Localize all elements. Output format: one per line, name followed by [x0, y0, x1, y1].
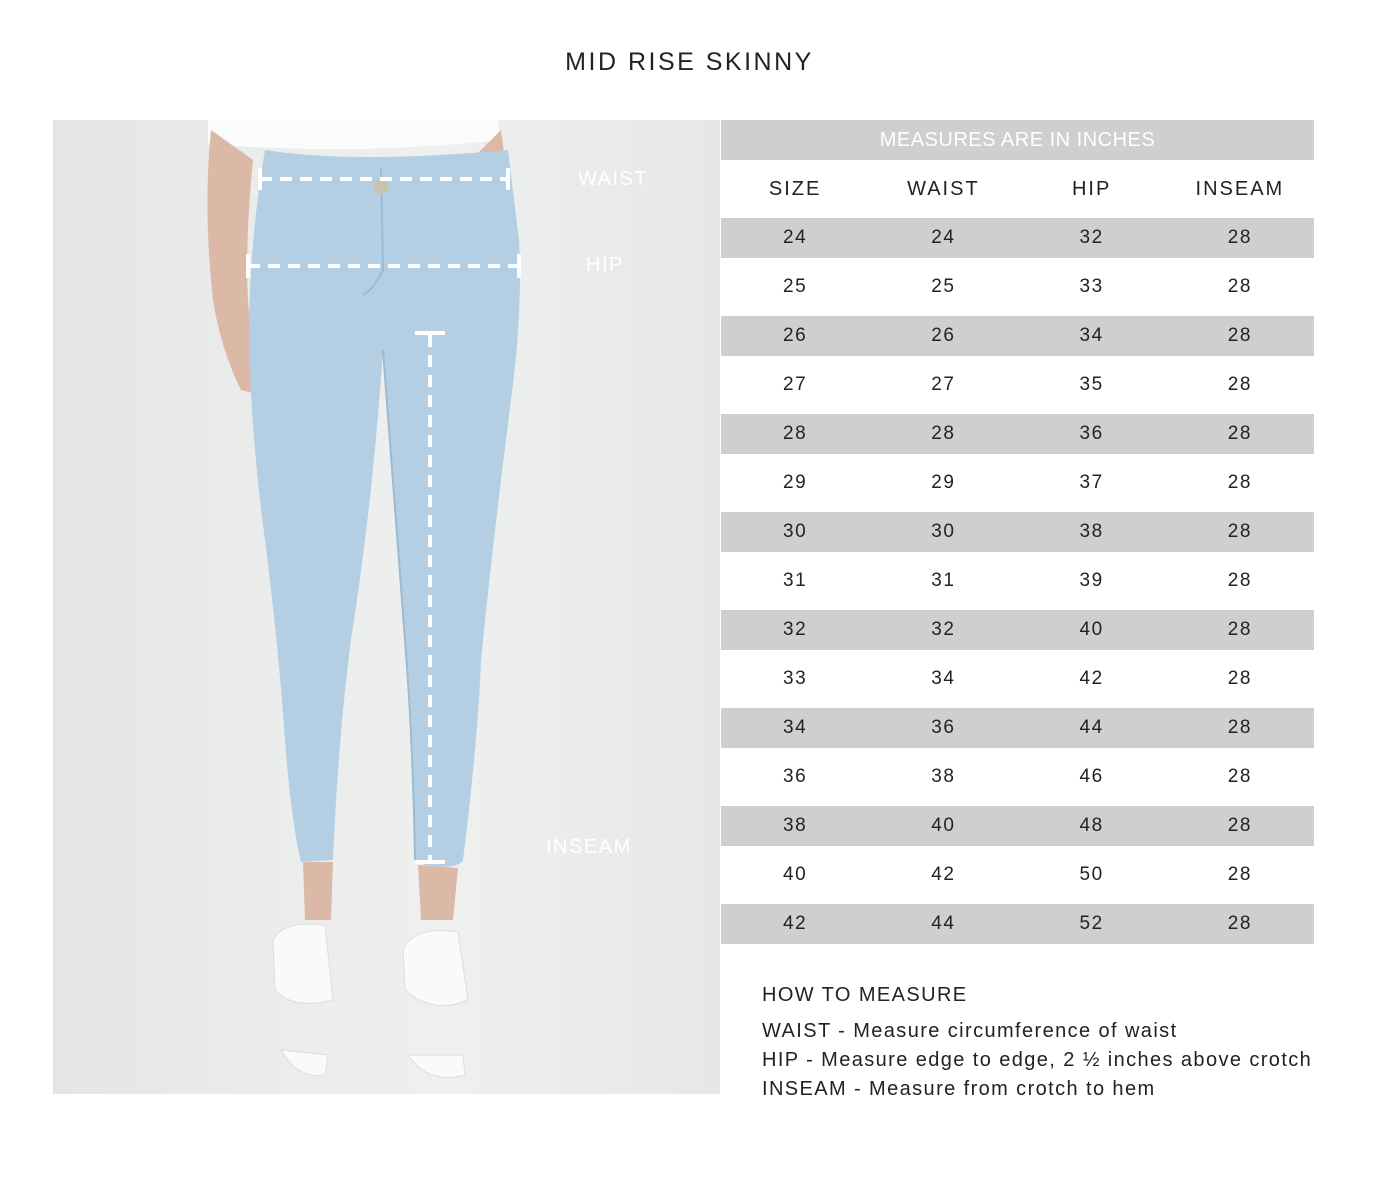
- table-cell: 27: [783, 374, 808, 395]
- table-cell: 24: [721, 218, 869, 258]
- how-to-measure-title: HOW TO MEASURE: [762, 984, 968, 1006]
- table-cell: 35: [1079, 374, 1104, 395]
- product-photo: [53, 120, 720, 1094]
- table-cell: 28: [1227, 766, 1252, 787]
- table-row: [721, 650, 1314, 708]
- table-row: [721, 806, 1314, 846]
- table-cell: 52: [1018, 904, 1166, 944]
- table-row: [721, 218, 1314, 258]
- table-cell: 28: [869, 414, 1017, 454]
- table-cell: 28: [1166, 218, 1314, 258]
- table-cell: 29: [783, 472, 808, 493]
- table-row: [721, 904, 1314, 944]
- table-row: [721, 414, 1314, 454]
- how-to-measure: [762, 984, 1312, 1104]
- table-cell: 30: [721, 512, 869, 552]
- table-cell: 28: [1227, 374, 1252, 395]
- column-header-hip: HIP: [1071, 177, 1112, 200]
- table-body: [721, 218, 1314, 944]
- table-cell: 28: [1166, 806, 1314, 846]
- how-to-measure-hip: HIP - Measure edge to edge, 2 ½ inches above crotch: [762, 1049, 1313, 1071]
- table-caption: MEASURES ARE IN INCHES: [721, 120, 1314, 160]
- table-cell: 36: [783, 766, 808, 787]
- table-cell: 48: [1018, 806, 1166, 846]
- table-row: [721, 258, 1314, 316]
- table-cell: 50: [1079, 864, 1104, 885]
- table-cell: 44: [1018, 708, 1166, 748]
- how-to-measure-waist: WAIST - Measure circumference of waist: [762, 1020, 1178, 1042]
- page-title: MID RISE SKINNY: [565, 48, 814, 76]
- table-cell: 33: [1079, 276, 1104, 297]
- table-cell: 38: [931, 766, 956, 787]
- table-cell: 39: [1079, 570, 1104, 591]
- table-cell: 28: [1227, 668, 1252, 689]
- table-cell: 28: [1227, 570, 1252, 591]
- table-cell: 28: [1166, 904, 1314, 944]
- table-cell: 25: [931, 276, 956, 297]
- table-cell: 31: [783, 570, 808, 591]
- table-cell: 37: [1079, 472, 1104, 493]
- table-cell: 40: [783, 864, 808, 885]
- table-row: [721, 316, 1314, 356]
- table-cell: 32: [1018, 218, 1166, 258]
- table-cell: 27: [931, 374, 956, 395]
- table-cell: 38: [721, 806, 869, 846]
- table-row: [721, 454, 1314, 512]
- table-cell: 24: [869, 218, 1017, 258]
- table-row: [721, 846, 1314, 904]
- table-cell: 29: [931, 472, 956, 493]
- how-to-measure-inseam: INSEAM - Measure from crotch to hem: [762, 1078, 1156, 1100]
- table-cell: 46: [1079, 766, 1104, 787]
- table-cell: 28: [1166, 512, 1314, 552]
- table-cell: 42: [931, 864, 956, 885]
- table-cell: 34: [931, 668, 956, 689]
- table-cell: 36: [869, 708, 1017, 748]
- hip-label: HIP: [586, 254, 624, 276]
- column-header-size: SIZE: [768, 177, 822, 200]
- table-cell: 28: [1166, 316, 1314, 356]
- column-header-inseam: INSEAM: [1195, 177, 1285, 200]
- table-cell: 28: [1227, 276, 1252, 297]
- table-row: [721, 356, 1314, 414]
- table-cell: 30: [869, 512, 1017, 552]
- table-cell: 36: [1018, 414, 1166, 454]
- table-cell: 28: [721, 414, 869, 454]
- column-header-waist: WAIST: [907, 177, 980, 200]
- table-cell: 28: [1166, 708, 1314, 748]
- table-header-row: [721, 160, 1314, 218]
- table-cell: 26: [869, 316, 1017, 356]
- table-cell: 38: [1018, 512, 1166, 552]
- table-caption-row: [721, 120, 1314, 160]
- table-cell: 28: [1166, 610, 1314, 650]
- table-cell: 31: [931, 570, 956, 591]
- table-row: [721, 748, 1314, 806]
- table-cell: 44: [869, 904, 1017, 944]
- table-row: [721, 512, 1314, 552]
- table-cell: 33: [783, 668, 808, 689]
- table-cell: 28: [1227, 472, 1252, 493]
- table-cell: 40: [1018, 610, 1166, 650]
- table-row: [721, 708, 1314, 748]
- table-cell: 42: [1079, 668, 1104, 689]
- table-cell: 40: [869, 806, 1017, 846]
- table-cell: 32: [869, 610, 1017, 650]
- table-cell: 32: [721, 610, 869, 650]
- table-cell: 28: [1166, 414, 1314, 454]
- table-row: [721, 552, 1314, 610]
- table-cell: 34: [1018, 316, 1166, 356]
- size-chart-table: [721, 120, 1314, 944]
- inseam-label: INSEAM: [546, 836, 632, 858]
- table-row: [721, 610, 1314, 650]
- table-cell: 42: [721, 904, 869, 944]
- table-cell: 25: [783, 276, 808, 297]
- waist-label: WAIST: [578, 168, 649, 190]
- table-cell: 28: [1227, 864, 1252, 885]
- table-cell: 26: [721, 316, 869, 356]
- table-cell: 34: [721, 708, 869, 748]
